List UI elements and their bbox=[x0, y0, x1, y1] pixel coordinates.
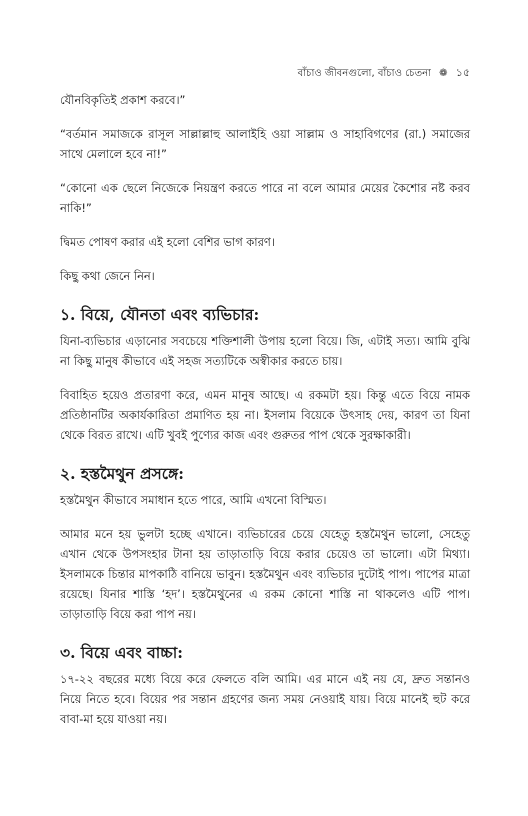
paragraph-1: যৌনবিকৃতিই প্রকাশ করবে।” bbox=[60, 93, 186, 107]
paragraph-9: আমার মনে হয় ভুলটা হচ্ছে এখানে। ব্যভিচারের চেয়ে যেহেতু হস্তমৈথুন ভালো, সেহেতু এখান থেকে উপসংহার টানা হয় তাড়াতাড়ি বিয়ে করার চেয়েও তা ভালো। এটা মিথ্যা। ইসলামকে চিন্তার মাপকাঠি বানিয়ে ভাবুন। হস্তমৈথুন এবং ব্যভিচার দুটোই পাপ। পাপের মাত্রা রয়েছে। যিনার শাস্তি ‘হদ’। হস্তমৈথুনের এ রকম কোনো শাস্তি না থাকলেও এটি পাপ। তাড়াতাড়ি বিয়ে করা পাপ নয়। bbox=[60, 527, 470, 621]
paragraph-4: দ্বিমত পোষণ করার এই হলো বেশির ভাগ কারণ। bbox=[60, 235, 275, 249]
paragraph-8: হস্তমৈথুন কীভাবে সমাধান হতে পারে, আমি এখনো বিস্মিত। bbox=[60, 493, 327, 507]
paragraph-2: “বর্তমান সমাজকে রাসূল সাল্লাল্লাহু আলাইহি ওয়া সাল্লাম ও সাহাবিগণের (রা.) সমাজের সাথে মেলালে হবে না!” bbox=[60, 127, 470, 161]
running-header bbox=[60, 64, 470, 83]
page-body bbox=[60, 90, 470, 729]
section-heading-1: ১. বিয়ে, যৌনতা এবং ব্যভিচার: bbox=[60, 305, 260, 324]
paragraph-5: কিছু কথা জেনে নিন। bbox=[60, 269, 155, 283]
paragraph-10: ১৭-২২ বছরের মধ্যে বিয়ে করে ফেলতে বলি আমি। এর মানে এই নয় যে, দ্রুত সন্তানও নিয়ে নিতে হবে। বিয়ের পর সন্তান গ্রহণের জন্য সময় নেওয়াই যায়। বিয়ে মানেই হুট করে বাবা-মা হয়ে যাওয়া নয়। bbox=[60, 672, 470, 726]
section-heading-3: ৩. বিয়ে এবং বাচ্চা: bbox=[60, 643, 183, 662]
section-heading-2: ২. হস্তমৈথুন প্রসঙ্গে: bbox=[60, 464, 185, 483]
running-title: বাঁচাও জীবনগুলো, বাঁচাও চেতনা bbox=[297, 68, 431, 79]
book-page bbox=[60, 0, 470, 816]
paragraph-7: বিবাহিত হয়েও প্রতারণা করে, এমন মানুষ আছে। এ রকমটা হয়। কিন্তু এতে বিয়ে নামক প্রতিষ্ঠানটির অকার্যকারিতা প্রমাণিত হয় না। ইসলাম বিয়েকে উৎসাহ দেয়, কারণ তা যিনা থেকে বিরত রাখে। এটি খুবই পুণ্যের কাজ এবং গুরুতর পাপ থেকে সুরক্ষাকারী। bbox=[60, 388, 470, 442]
flower-ornament-icon: ❁ bbox=[439, 68, 448, 79]
paragraph-6: যিনা-ব্যভিচার এড়ানোর সবচেয়ে শক্তিশালী উপায় হলো বিয়ে। জি, এটাই সত্য। আমি বুঝি না কিছু মানুষ কীভাবে এই সহজ সত্যটিকে অস্বীকার করতে চায়। bbox=[60, 334, 470, 368]
paragraph-3: “কোনো এক ছেলে নিজেকে নিয়ন্ত্রণ করতে পারে না বলে আমার মেয়ের কৈশোর নষ্ট করব নাকি!” bbox=[60, 181, 470, 215]
page-number: ১৫ bbox=[455, 66, 470, 79]
